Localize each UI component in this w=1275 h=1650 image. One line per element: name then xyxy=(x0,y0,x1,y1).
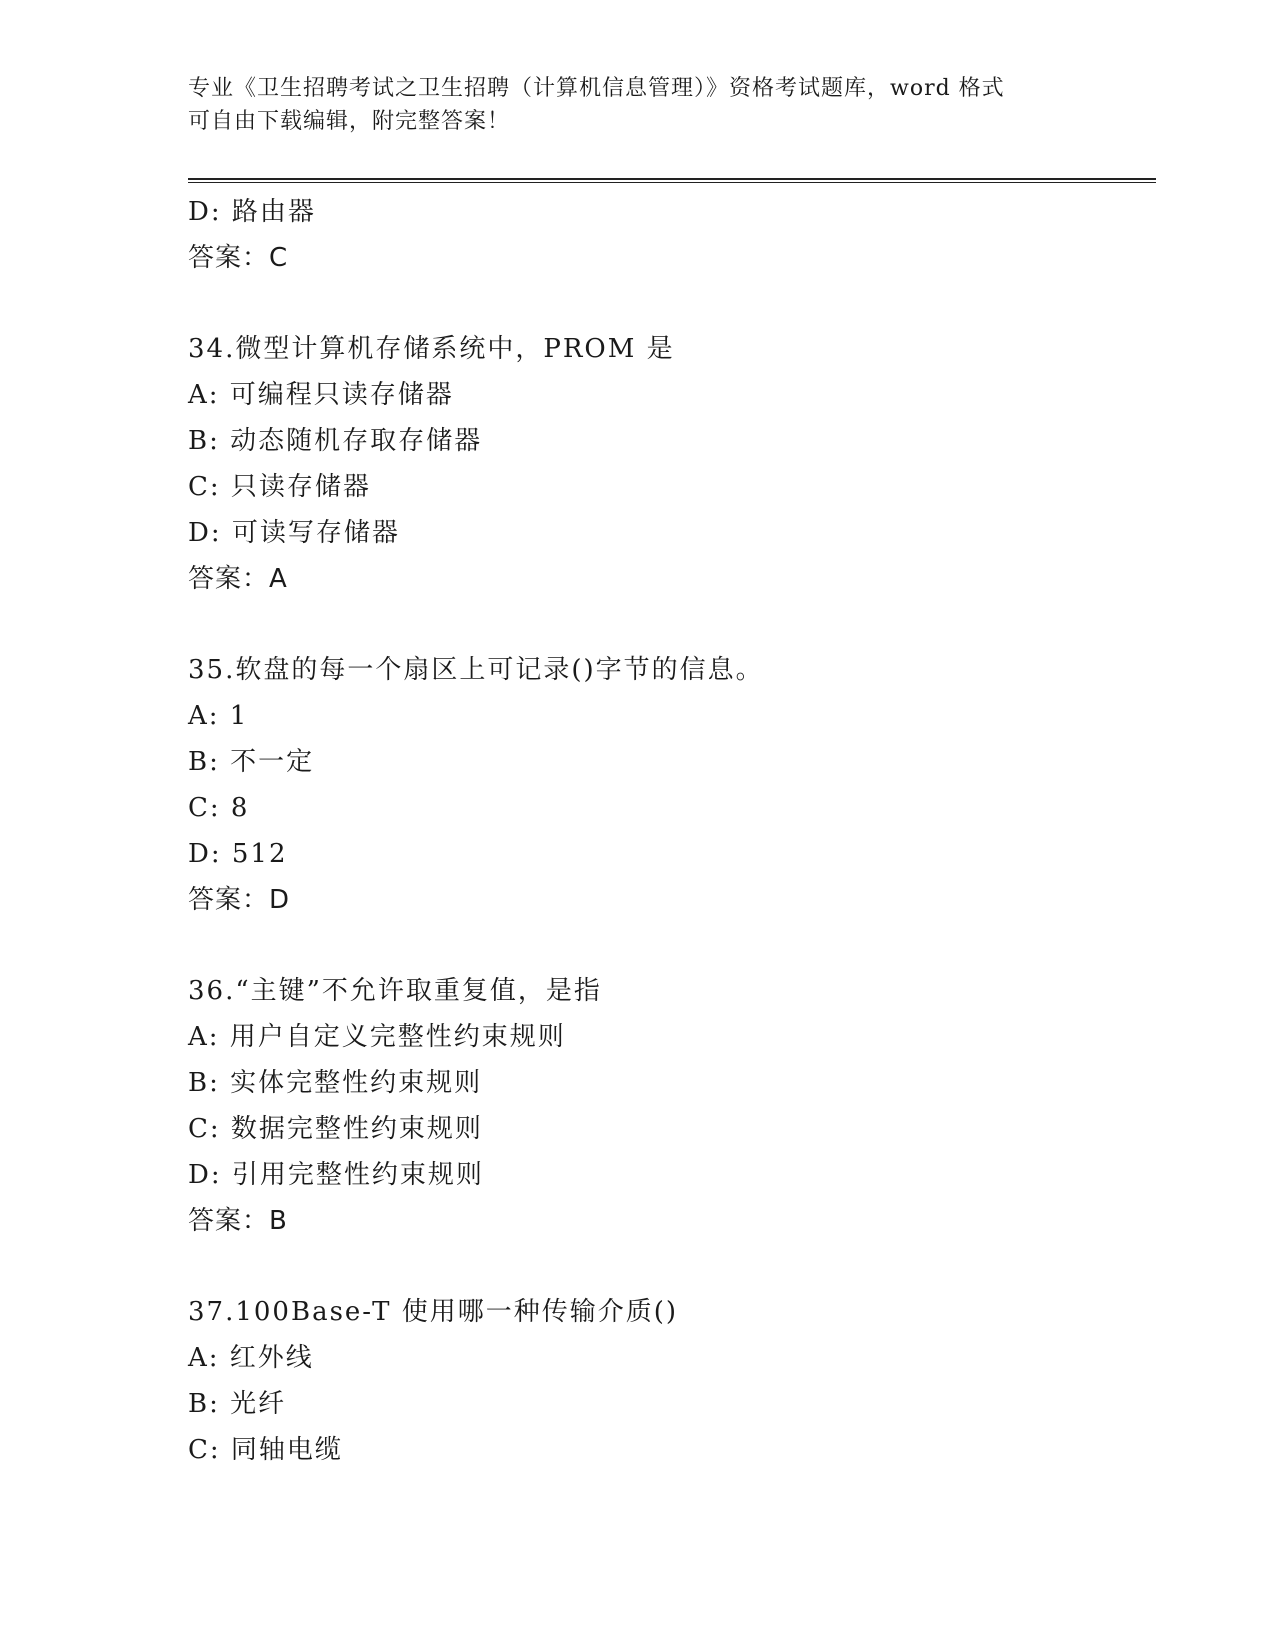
header-divider-thick xyxy=(188,178,1156,180)
option-b: B: 不一定 xyxy=(188,747,315,777)
question-stem: 35.软盘的每一个扇区上可记录()字节的信息。 xyxy=(188,655,764,685)
question-34 xyxy=(188,326,1148,602)
option-b: B: 实体完整性约束规则 xyxy=(188,1068,483,1098)
option-d: D: 路由器 xyxy=(188,197,316,227)
question-35 xyxy=(188,647,1148,923)
question-36 xyxy=(188,968,1148,1244)
document-header xyxy=(188,72,1088,138)
option-d: D: 512 xyxy=(188,839,288,869)
option-c: C: 数据完整性约束规则 xyxy=(188,1114,483,1144)
option-a: A: 红外线 xyxy=(188,1343,314,1373)
question-list xyxy=(188,189,1148,1473)
option-d: D: 引用完整性约束规则 xyxy=(188,1160,484,1190)
option-b: B: 光纤 xyxy=(188,1389,287,1419)
option-c: C: 8 xyxy=(188,793,250,823)
answer-line: 答案：B xyxy=(188,1206,288,1236)
option-a: A: 可编程只读存储器 xyxy=(188,380,454,410)
option-b: B: 动态随机存取存储器 xyxy=(188,426,483,456)
header-line-1: 专业《卫生招聘考试之卫生招聘（计算机信息管理）》资格考试题库，word 格式 xyxy=(188,76,1005,101)
option-a: A: 1 xyxy=(188,701,249,731)
question-stem: 37.100Base-T 使用哪一种传输介质() xyxy=(188,1297,679,1327)
question-37 xyxy=(188,1289,1148,1473)
option-c: C: 只读存储器 xyxy=(188,472,371,502)
answer-line: 答案：D xyxy=(188,885,291,915)
question-stem: 34.微型计算机存储系统中，PROM 是 xyxy=(188,334,675,364)
option-c: C: 同轴电缆 xyxy=(188,1435,343,1465)
answer-line: 答案：A xyxy=(188,564,288,594)
header-line-2: 可自由下载编辑，附完整答案！ xyxy=(188,109,511,134)
answer-line: 答案：C xyxy=(188,243,289,273)
header-divider-thin xyxy=(188,182,1156,183)
question-stem: 36.“主键”不允许取重复值，是指 xyxy=(188,976,602,1006)
option-d: D: 可读写存储器 xyxy=(188,518,400,548)
option-a: A: 用户自定义完整性约束规则 xyxy=(188,1022,566,1052)
